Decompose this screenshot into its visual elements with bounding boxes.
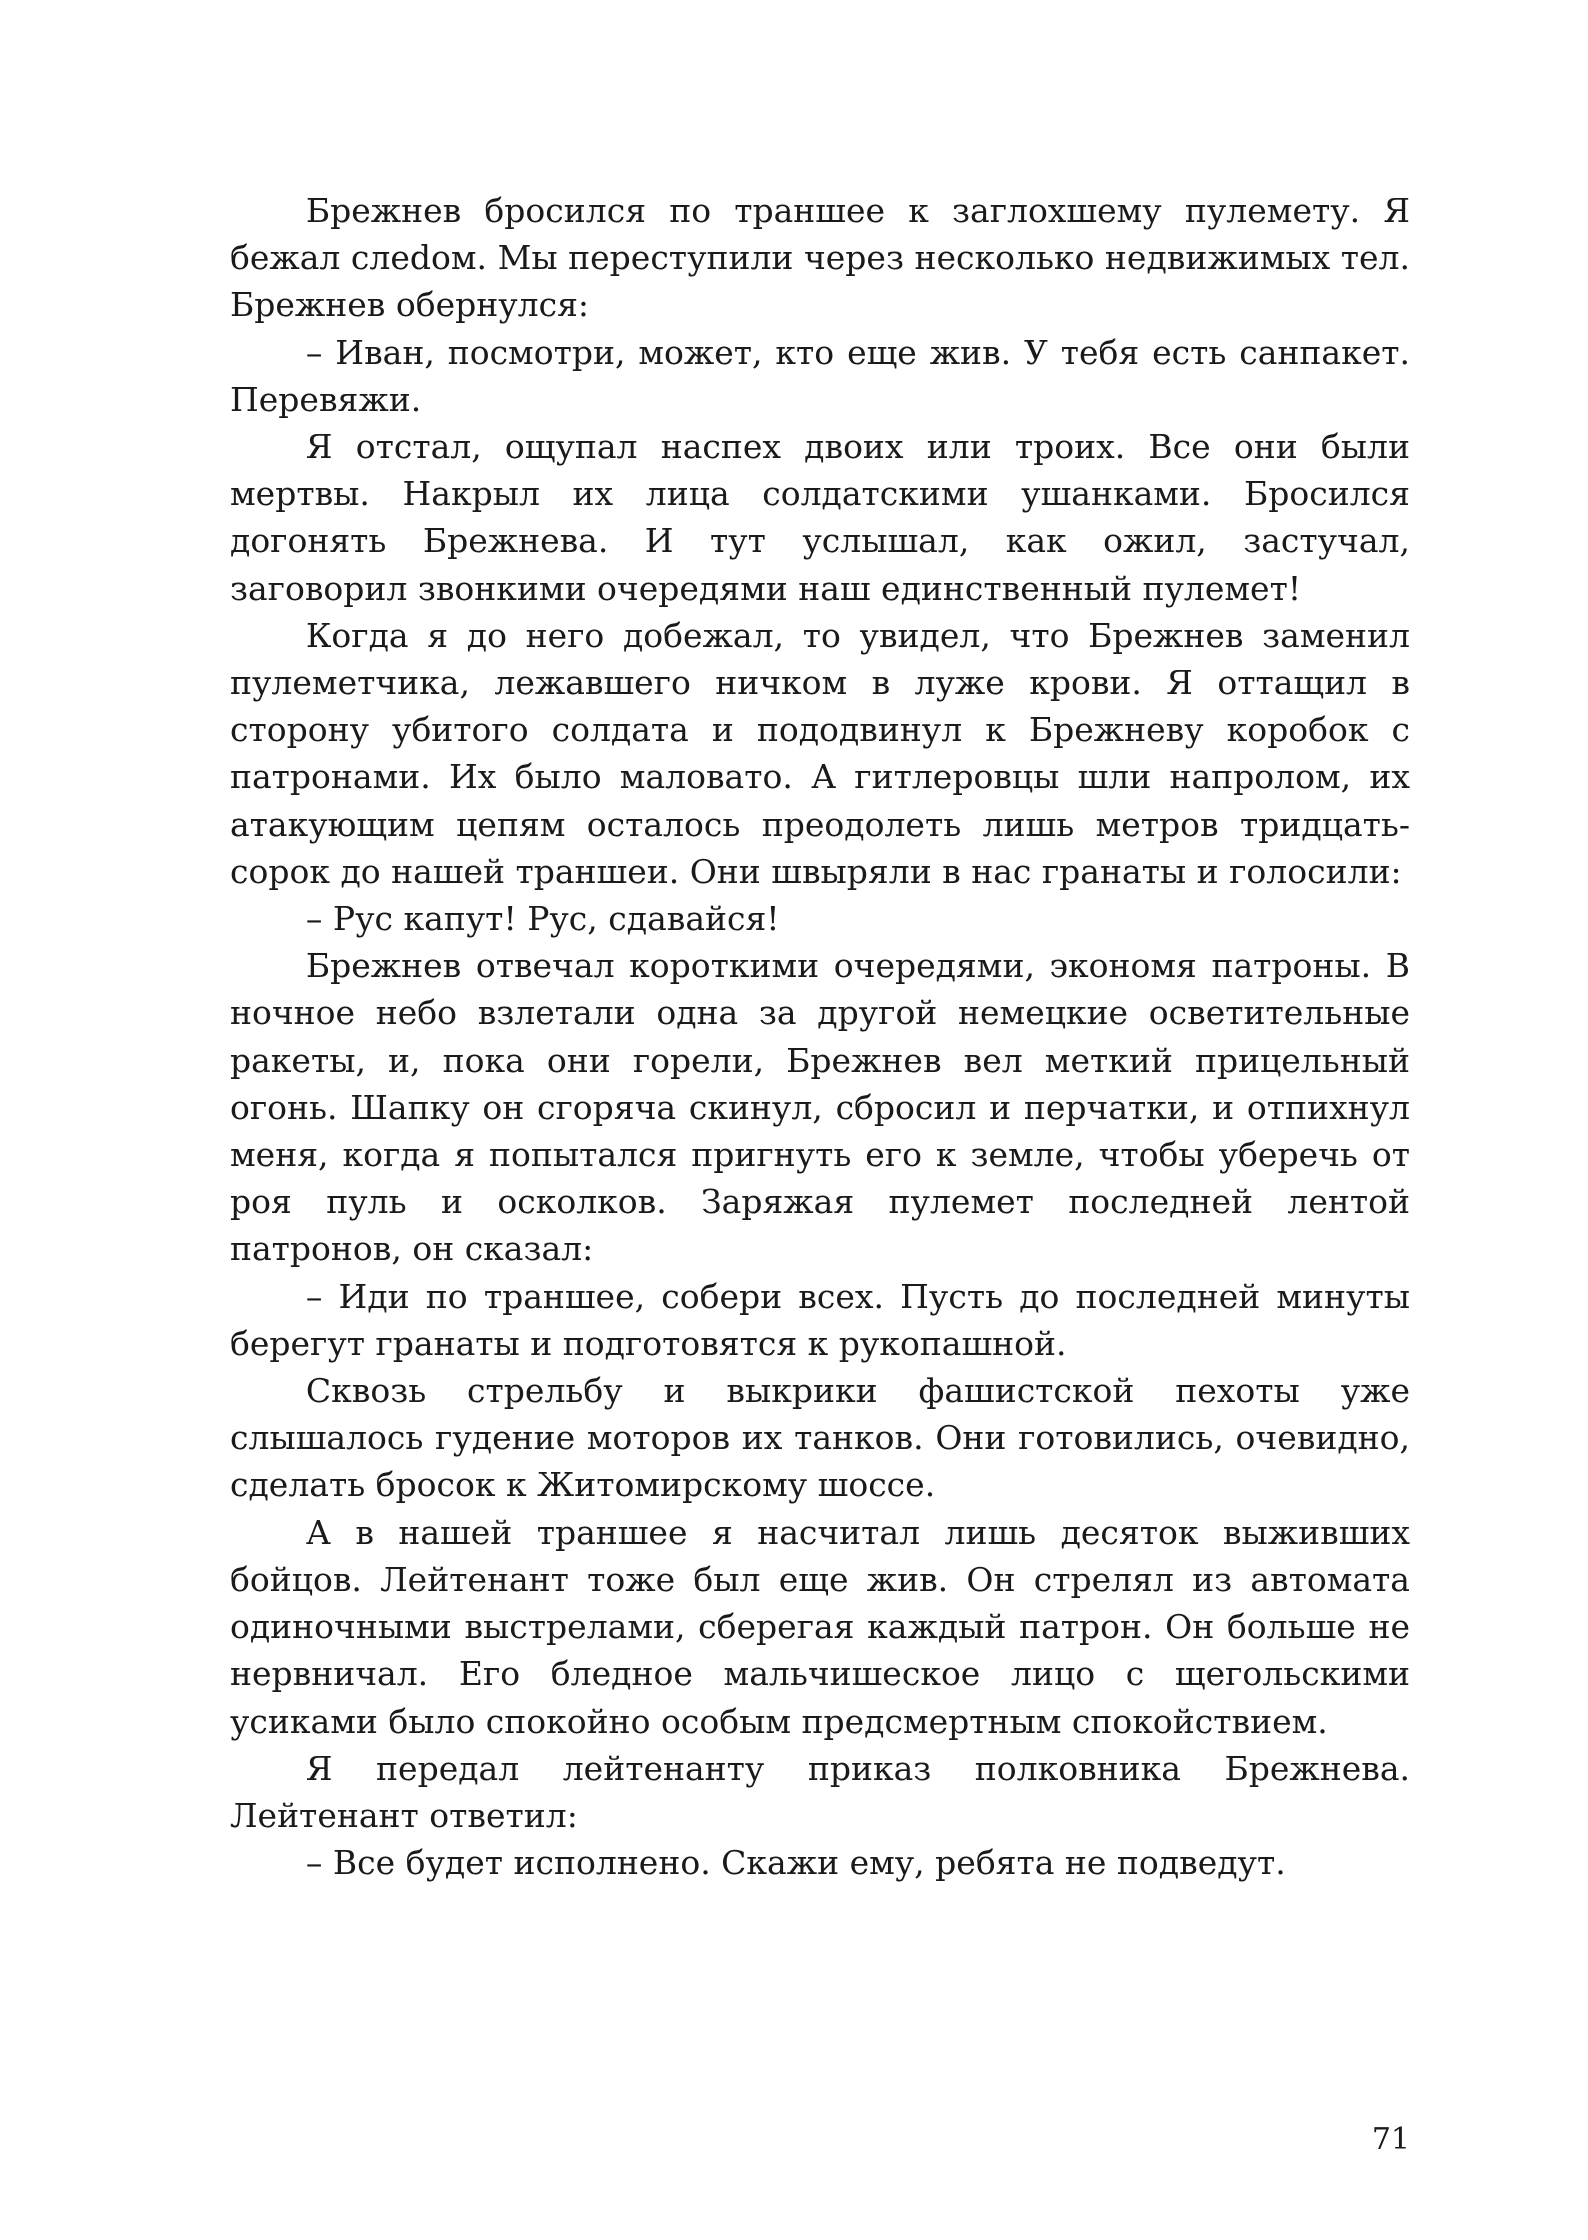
paragraph: Сквозь стрельбу и выкрики фашистской пехоты уже слышалось гудение моторов их танков. Они готовились, очевидно, сделать бросок к Житомирскому шоссе. [230,1371,1410,1505]
page-number: 71 [1371,2122,1410,2157]
paragraph: – Иди по траншее, собери всех. Пусть до последней минуты берегут гранаты и подготовятся к рукопашной. [230,1276,1410,1363]
paragraph: – Иван, посмотри, может, кто еще жив. У тебя есть санпакет. Перевяжи. [230,332,1410,419]
body-text [230,187,1410,1886]
paragraph: Брежнев отвечал короткими очередями, экономя патроны. В ночное небо взлетали одна за другой немецкие осветительные ракеты, и, пока они горели, Брежнев вел меткий прицельный огонь. Шапку он сгоряча скинул, сбросил и перчатки, и отпихнул меня, когда я попытался пригнуть его к земле, чтобы уберечь от роя пуль и осколков. Заряжая пулемет последней лентой патронов, он сказал: [230,946,1410,1269]
paragraph: Когда я до него добежал, то увидел, что Брежнев заменил пулеметчика, лежавшего ничком в луже крови. Я оттащил в сторону убитого солдата и пододвинул к Брежневу коробок с патронами. Их было маловато. А гитлеровцы шли напролом, их атакующим цепям осталось преодолеть лишь метров тридцать-сорок до нашей траншеи. Они швыряли в нас гранаты и голосили: [230,615,1410,891]
paragraph: Брежнев бросился по траншее к заглохшему пулемету. Я бежал слеdом. Мы переступили через несколько недвижимых тел. Брежнев обернулся: [230,191,1410,325]
paragraph: – Рус капут! Рус, сдавайся! [305,899,780,939]
paragraph: – Все будет исполнено. Скажи ему, ребята не подведут. [305,1843,1286,1883]
paragraph: Я отстал, ощупал наспех двоих или троих. Все они были мертвы. Накрыл их лица солдатскими ушанками. Бросился догонять Брежнева. И тут услышал, как ожил, застучал, заговорил звонкими очередями наш единственный пулемет! [230,427,1410,608]
paragraph: Я передал лейтенанту приказ полковника Брежнева. Лейтенант ответил: [230,1748,1410,1835]
paragraph: А в нашей траншее я насчитал лишь десяток выживших бойцов. Лейтенант тоже был еще жив. Он стрелял из автомата одиночными выстрелами, сберегая каждый патрон. Он больше не нервничал. Его бледное мальчишеское лицо с щегольскими усиками было спокойно особым предсмертным спокойствием. [230,1512,1410,1741]
